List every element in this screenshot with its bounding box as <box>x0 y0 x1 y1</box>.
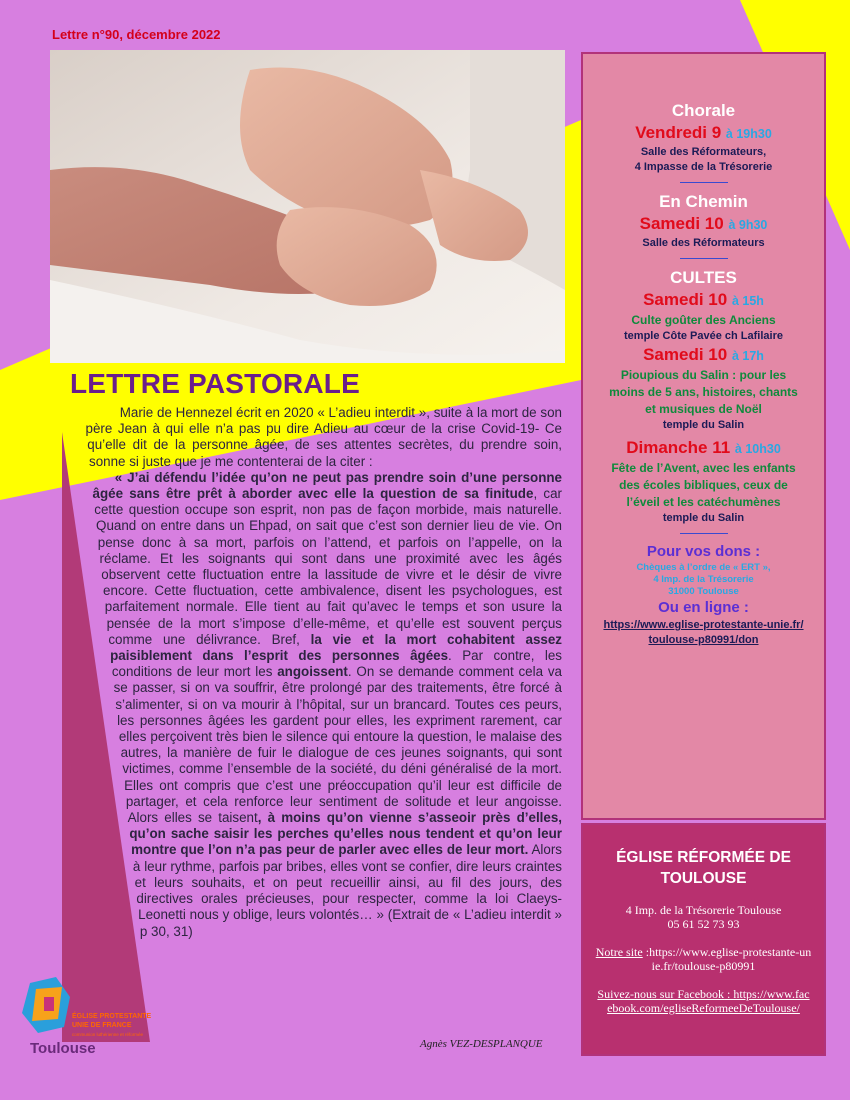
agenda-sidebar <box>581 52 826 820</box>
dons-line-1: Chèques à l’ordre de « ERT », <box>636 562 771 573</box>
chemin-time: à 9h30 <box>728 218 768 232</box>
quote-bold-2: la vie et la mort cohabitent assez paisiblement dans l’esprit des personnes âgées <box>110 631 562 664</box>
culte2-time: à 17h <box>731 349 764 363</box>
chorale-day: Vendredi 9 <box>635 123 722 142</box>
chemin-date <box>583 213 824 236</box>
dons-online-heading: Ou en ligne : <box>658 599 749 616</box>
dons-line-3: 31000 Toulouse <box>668 586 739 597</box>
contact-title: ÉGLISE RÉFORMÉE DE TOULOUSE <box>616 849 791 887</box>
contact-box <box>581 823 826 1056</box>
chemin-day: Samedi 10 <box>639 214 724 233</box>
quote-bold-1: « J’ai défendu l’idée qu’on ne peut pas prendre soin d’une personne âgée sans être prêt à aborder avec elle la question de sa finitude <box>92 469 562 502</box>
chorale-location-2: 4 Impasse de la Trésorerie <box>634 161 773 173</box>
culte3-time: à 10h30 <box>734 442 781 456</box>
separator <box>680 258 728 259</box>
chorale-location-1: Salle des Réformateurs, <box>640 146 767 158</box>
culte1-day: Samedi 10 <box>643 290 728 309</box>
contact-facebook-url: : https://www.facebook.com/egliseReformeeDeToulouse/ <box>607 987 810 1015</box>
chorale-heading: Chorale <box>671 101 736 120</box>
contact-site[interactable] <box>595 945 812 973</box>
cultes-heading: CULTES <box>670 268 737 287</box>
signature: Agnès VEZ-DESPLANQUE <box>420 1038 543 1050</box>
culte1-description: Culte goûter des Anciens <box>631 313 776 327</box>
dons-line-2: 4 Imp. de la Trésorerie <box>653 574 754 585</box>
article-intro: Marie de Hennezel écrit en 2020 « L’adieu interdit », suite à la mort de son père Jean à qui elle n’a pas pu dire Adieu au cœur de la crise Covid-19- Ce qu’elle dit de la personne âgée, de ses attentes secrètes, du prendre soin, sonne si juste que je me contenterai de la citer : <box>85 405 562 469</box>
contact-site-label: Notre site <box>595 945 643 959</box>
separator <box>680 533 728 534</box>
logo-cross-center <box>44 997 54 1011</box>
article-quote <box>70 470 562 940</box>
culte1-location: temple Côte Pavée ch Lafilaire <box>624 330 783 342</box>
contact-facebook[interactable] <box>595 987 812 1015</box>
quote-text-2: . Par contre, les conditions de leur mort les <box>111 648 562 680</box>
quote-text-1: , car cette question occupe son esprit, non pas de façon morbide, mais naturelle. Quand on entre dans un Ehpad, on sait que c’est son dernier lieu de vie. On pense donc à sa mort, parfois on l’attend, et parfois on l’appelle, on la réclame. Et les soignants qui sont dans une proximité avec les âgés observent cette fluctuation entre la lassitude de vivre et le désir de vivre encore. Cette fluctuation, cette ambivalence, disent les psychologues, est parfaitement normale. Elle tient au fait qu’avec le temps et son usure la pensée de la mort s’impose d’elle-même, et qu’elle est souvent perçus comme une délivrance. Bref, <box>94 486 562 647</box>
chorale-date <box>583 122 824 145</box>
culte2-description: Pioupious du Salin : pour les moins de 5 ans, histoires, chants et musiques de Noël <box>609 368 798 416</box>
quote-text-4: Alors à leur rythme, parfois par bribes, elles vont se confier, dire leurs craintes et leurs souhaits, et on peut recueillir ainsi, au fil des jours, des directives orales précieuses, pour respecter, comme la loi Claeys-Leonetti nous y oblige, leurs volontés… » (Extrait de « L’adieu interdit » p 30, 31) <box>132 842 562 939</box>
contact-facebook-label: Suivez-nous sur Facebook <box>597 987 725 1001</box>
quote-bold-4: , à moins qu’on vienne s’asseoir près d’elles, qu’on sache saisir les perches qu’elles nous tendent et qu’on leur montre que l’on n’a pas peur de parler avec elles de leur mort. <box>129 810 562 858</box>
quote-bold-3: angoissent <box>277 664 348 680</box>
culte3-description: Fête de l’Avent, avec les enfants des écoles bibliques, ceux de l’éveil et les catéchumènes <box>611 461 796 509</box>
culte3-day: Dimanche 11 <box>626 438 731 457</box>
chemin-location: Salle des Réformateurs <box>642 237 765 249</box>
logo-text-line2: UNIE DE FRANCE <box>72 1022 132 1029</box>
contact-site-url: :https://www.eglise-protestante-unie.fr/toulouse-p80991 <box>642 945 812 973</box>
culte3-location: temple du Salin <box>662 512 745 524</box>
culte3-date <box>583 437 824 460</box>
article-title: LETTRE PASTORALE <box>70 368 360 399</box>
logo-text-line3: communion luthérienne et réformée <box>72 1032 144 1037</box>
dons-heading: Pour vos dons : <box>646 543 761 560</box>
culte1-date <box>583 289 824 312</box>
contact-address: 4 Imp. de la Trésorerie Toulouse <box>625 903 782 917</box>
dons-link[interactable]: https://www.eglise-protestante-unie.fr/toulouse-p80991/don <box>603 619 804 646</box>
quote-text-3: . On se demande comment cela va se passer, si on va souffrir, être prolongé par des traitements, être forcé à s’alimenter, si on va mourir à l’hôpital, sur un brancard. Toutes ces peurs, les personnes âgées les gardent pour elles, les expriment rarement, car elles perçoivent très bien le silence qui entoure la question, le malaise des autres, la manière de fuir le dialogue de ces jeunes soignants, qui sont victimes, comme l’ensemble de la société, du déni généralisé de la mort. Elles ont compris que c’est une préoccupation qu’il leur est difficile de partager, et cela renforce leur sentiment de solitude et leur angoisse. Alors elles se taisent <box>113 664 562 826</box>
hands-photo <box>50 50 565 363</box>
culte2-location: temple du Salin <box>662 419 745 431</box>
culte2-date <box>583 344 824 367</box>
issue-label: Lettre n°90, décembre 2022 <box>52 27 221 42</box>
article-body <box>70 405 562 1033</box>
culte1-time: à 15h <box>731 294 764 308</box>
logo-city: Toulouse <box>30 1040 96 1057</box>
culte2-day: Samedi 10 <box>643 345 728 364</box>
chorale-time: à 19h30 <box>725 127 772 141</box>
separator <box>680 182 728 183</box>
logo-text-line1: ÉGLISE PROTESTANTE <box>72 1013 152 1020</box>
contact-phone: 05 61 52 73 93 <box>667 917 740 931</box>
chemin-heading: En Chemin <box>659 192 748 211</box>
